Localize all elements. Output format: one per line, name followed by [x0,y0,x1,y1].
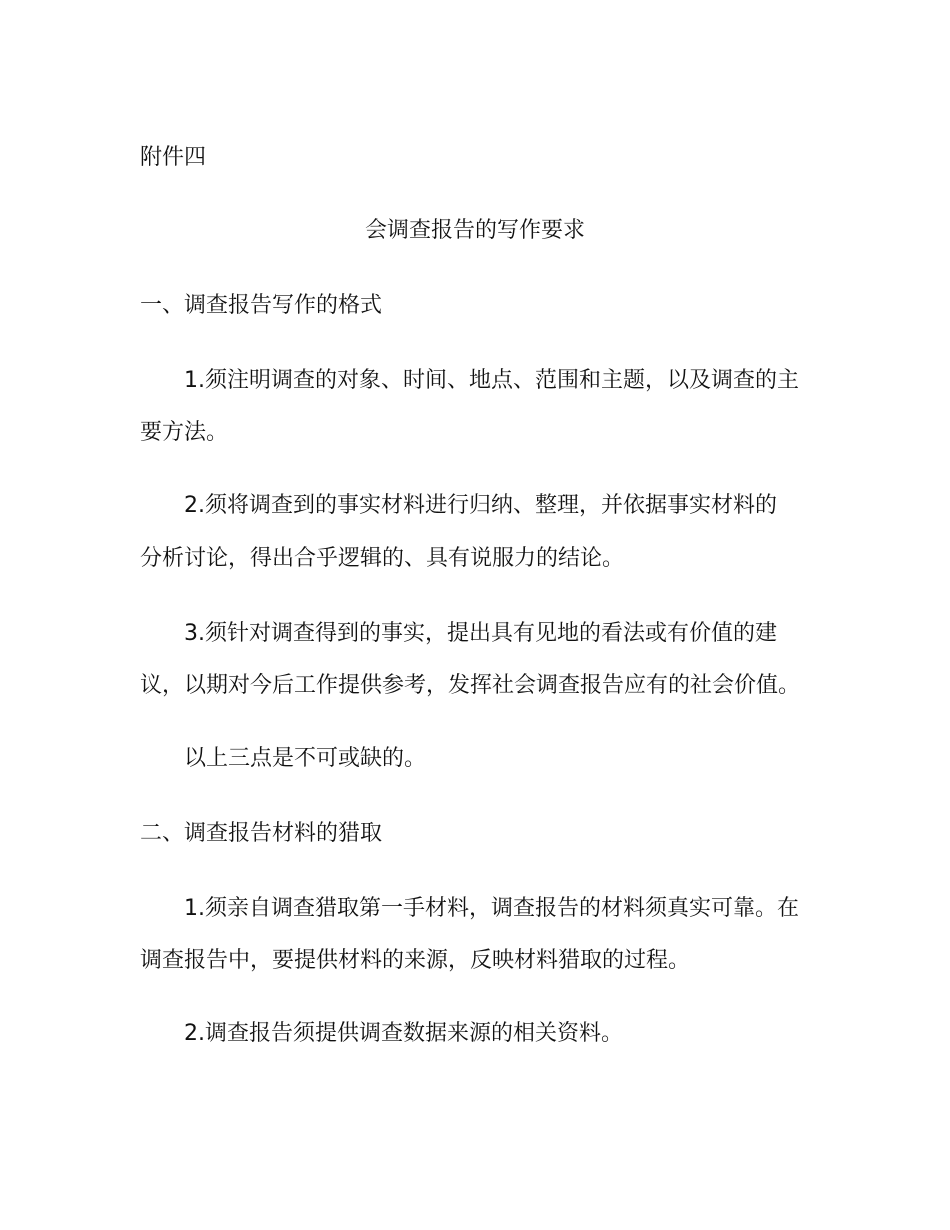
section-1-item-1-line-2: 要方法。 [140,420,229,445]
section-1-heading: 一、调查报告写作的格式 [140,293,383,318]
attachment-label: 附件四 [140,145,207,170]
section-1-note: 以上三点是不可或缺的。 [184,746,427,771]
section-1-item-2-line-2: 分析讨论，得出合乎逻辑的、具有说服力的结论。 [140,546,625,571]
document-title: 会调查报告的写作要求 [364,218,585,243]
section-1-item-2-line-1: 2.须将调查到的事实材料进行归纳、整理，并依据事实材料的 [184,493,777,518]
section-2-item-1-line-2: 调查报告中，要提供材料的来源，反映材料猎取的过程。 [140,948,691,973]
section-1-item-3-line-2: 议，以期对今后工作提供参考，发挥社会调查报告应有的社会价值。 [140,673,801,698]
section-1-item-1-line-1: 1.须注明调查的对象、时间、地点、范围和主题，以及调查的主 [184,368,799,393]
section-2-heading: 二、调查报告材料的猎取 [140,821,383,846]
section-2-item-2-line-1: 2.调查报告须提供调查数据来源的相关资料。 [184,1021,623,1046]
section-2-item-1-line-1: 1.须亲自调查猎取第一手材料，调查报告的材料须真实可靠。在 [184,896,799,921]
section-1-item-3-line-1: 3.须针对调查得到的事实，提出具有见地的看法或有价值的建 [184,621,777,646]
